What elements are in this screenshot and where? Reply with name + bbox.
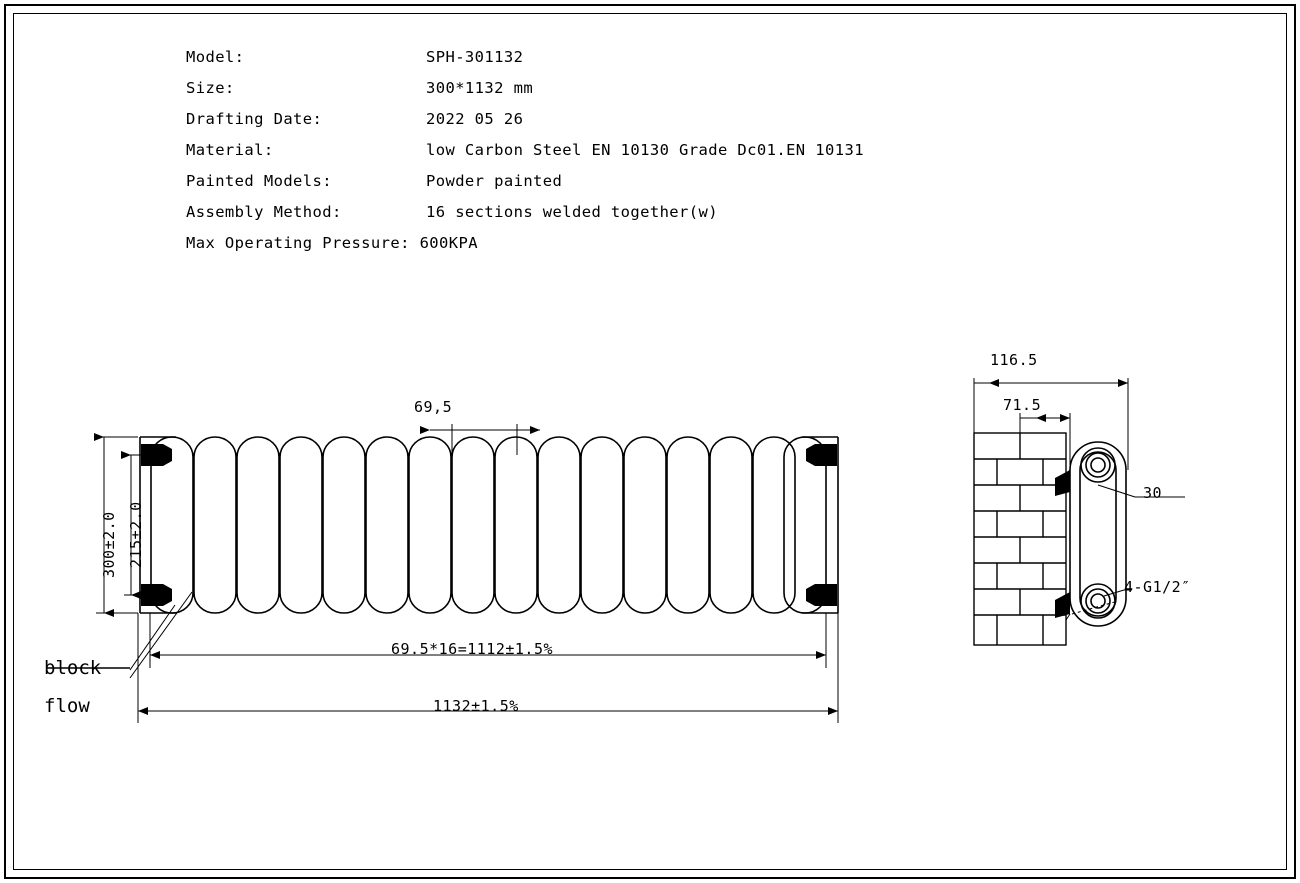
spec-row-assembly-method bbox=[186, 197, 864, 228]
spec-label-painted-models: Painted Models: bbox=[186, 172, 332, 190]
spec-value-model: SPH-301132 bbox=[426, 48, 524, 66]
spec-label-max-pressure: Max Operating Pressure: 600KPA bbox=[186, 234, 478, 252]
spec-value-size: 300*1132 mm bbox=[426, 79, 534, 97]
spec-value-painted-models: Powder painted bbox=[426, 172, 563, 190]
spec-row-material bbox=[186, 135, 864, 166]
dim-front-center-distance: 215±2.0 bbox=[127, 501, 145, 568]
spec-label-drafting-date: Drafting Date: bbox=[186, 110, 323, 128]
spec-label-model: Model: bbox=[186, 48, 245, 66]
spec-value-drafting-date: 2022 05 26 bbox=[426, 110, 524, 128]
specification-table bbox=[186, 42, 864, 259]
spec-label-size: Size: bbox=[186, 79, 235, 97]
spec-row-size bbox=[186, 73, 864, 104]
dim-front-overall-length: 1132±1.5% bbox=[433, 697, 519, 715]
note-flow: flow bbox=[44, 695, 90, 717]
dim-side-port-offset: 30 bbox=[1143, 484, 1163, 502]
spec-row-painted-models bbox=[186, 166, 864, 197]
spec-row-drafting-date bbox=[186, 104, 864, 135]
spec-label-assembly-method: Assembly Method: bbox=[186, 203, 342, 221]
dim-front-overall-height: 300±2.0 bbox=[100, 511, 118, 578]
dim-front-section-pitch: 69,5 bbox=[414, 398, 453, 416]
spec-label-material: Material: bbox=[186, 141, 274, 159]
label-connection-size: 4-G1/2″ bbox=[1124, 578, 1191, 596]
dim-side-overall-depth: 116.5 bbox=[990, 351, 1038, 369]
dim-side-inner-depth: 71.5 bbox=[1003, 396, 1042, 414]
spec-row-max-pressure bbox=[186, 228, 864, 259]
note-block: block bbox=[44, 657, 102, 679]
spec-value-assembly-method: 16 sections welded together(w) bbox=[426, 203, 718, 221]
dim-front-sections-total: 69.5*16=1112±1.5% bbox=[391, 640, 554, 658]
spec-value-material: low Carbon Steel EN 10130 Grade Dc01.EN 10131 bbox=[426, 141, 864, 159]
spec-row-model bbox=[186, 42, 864, 73]
